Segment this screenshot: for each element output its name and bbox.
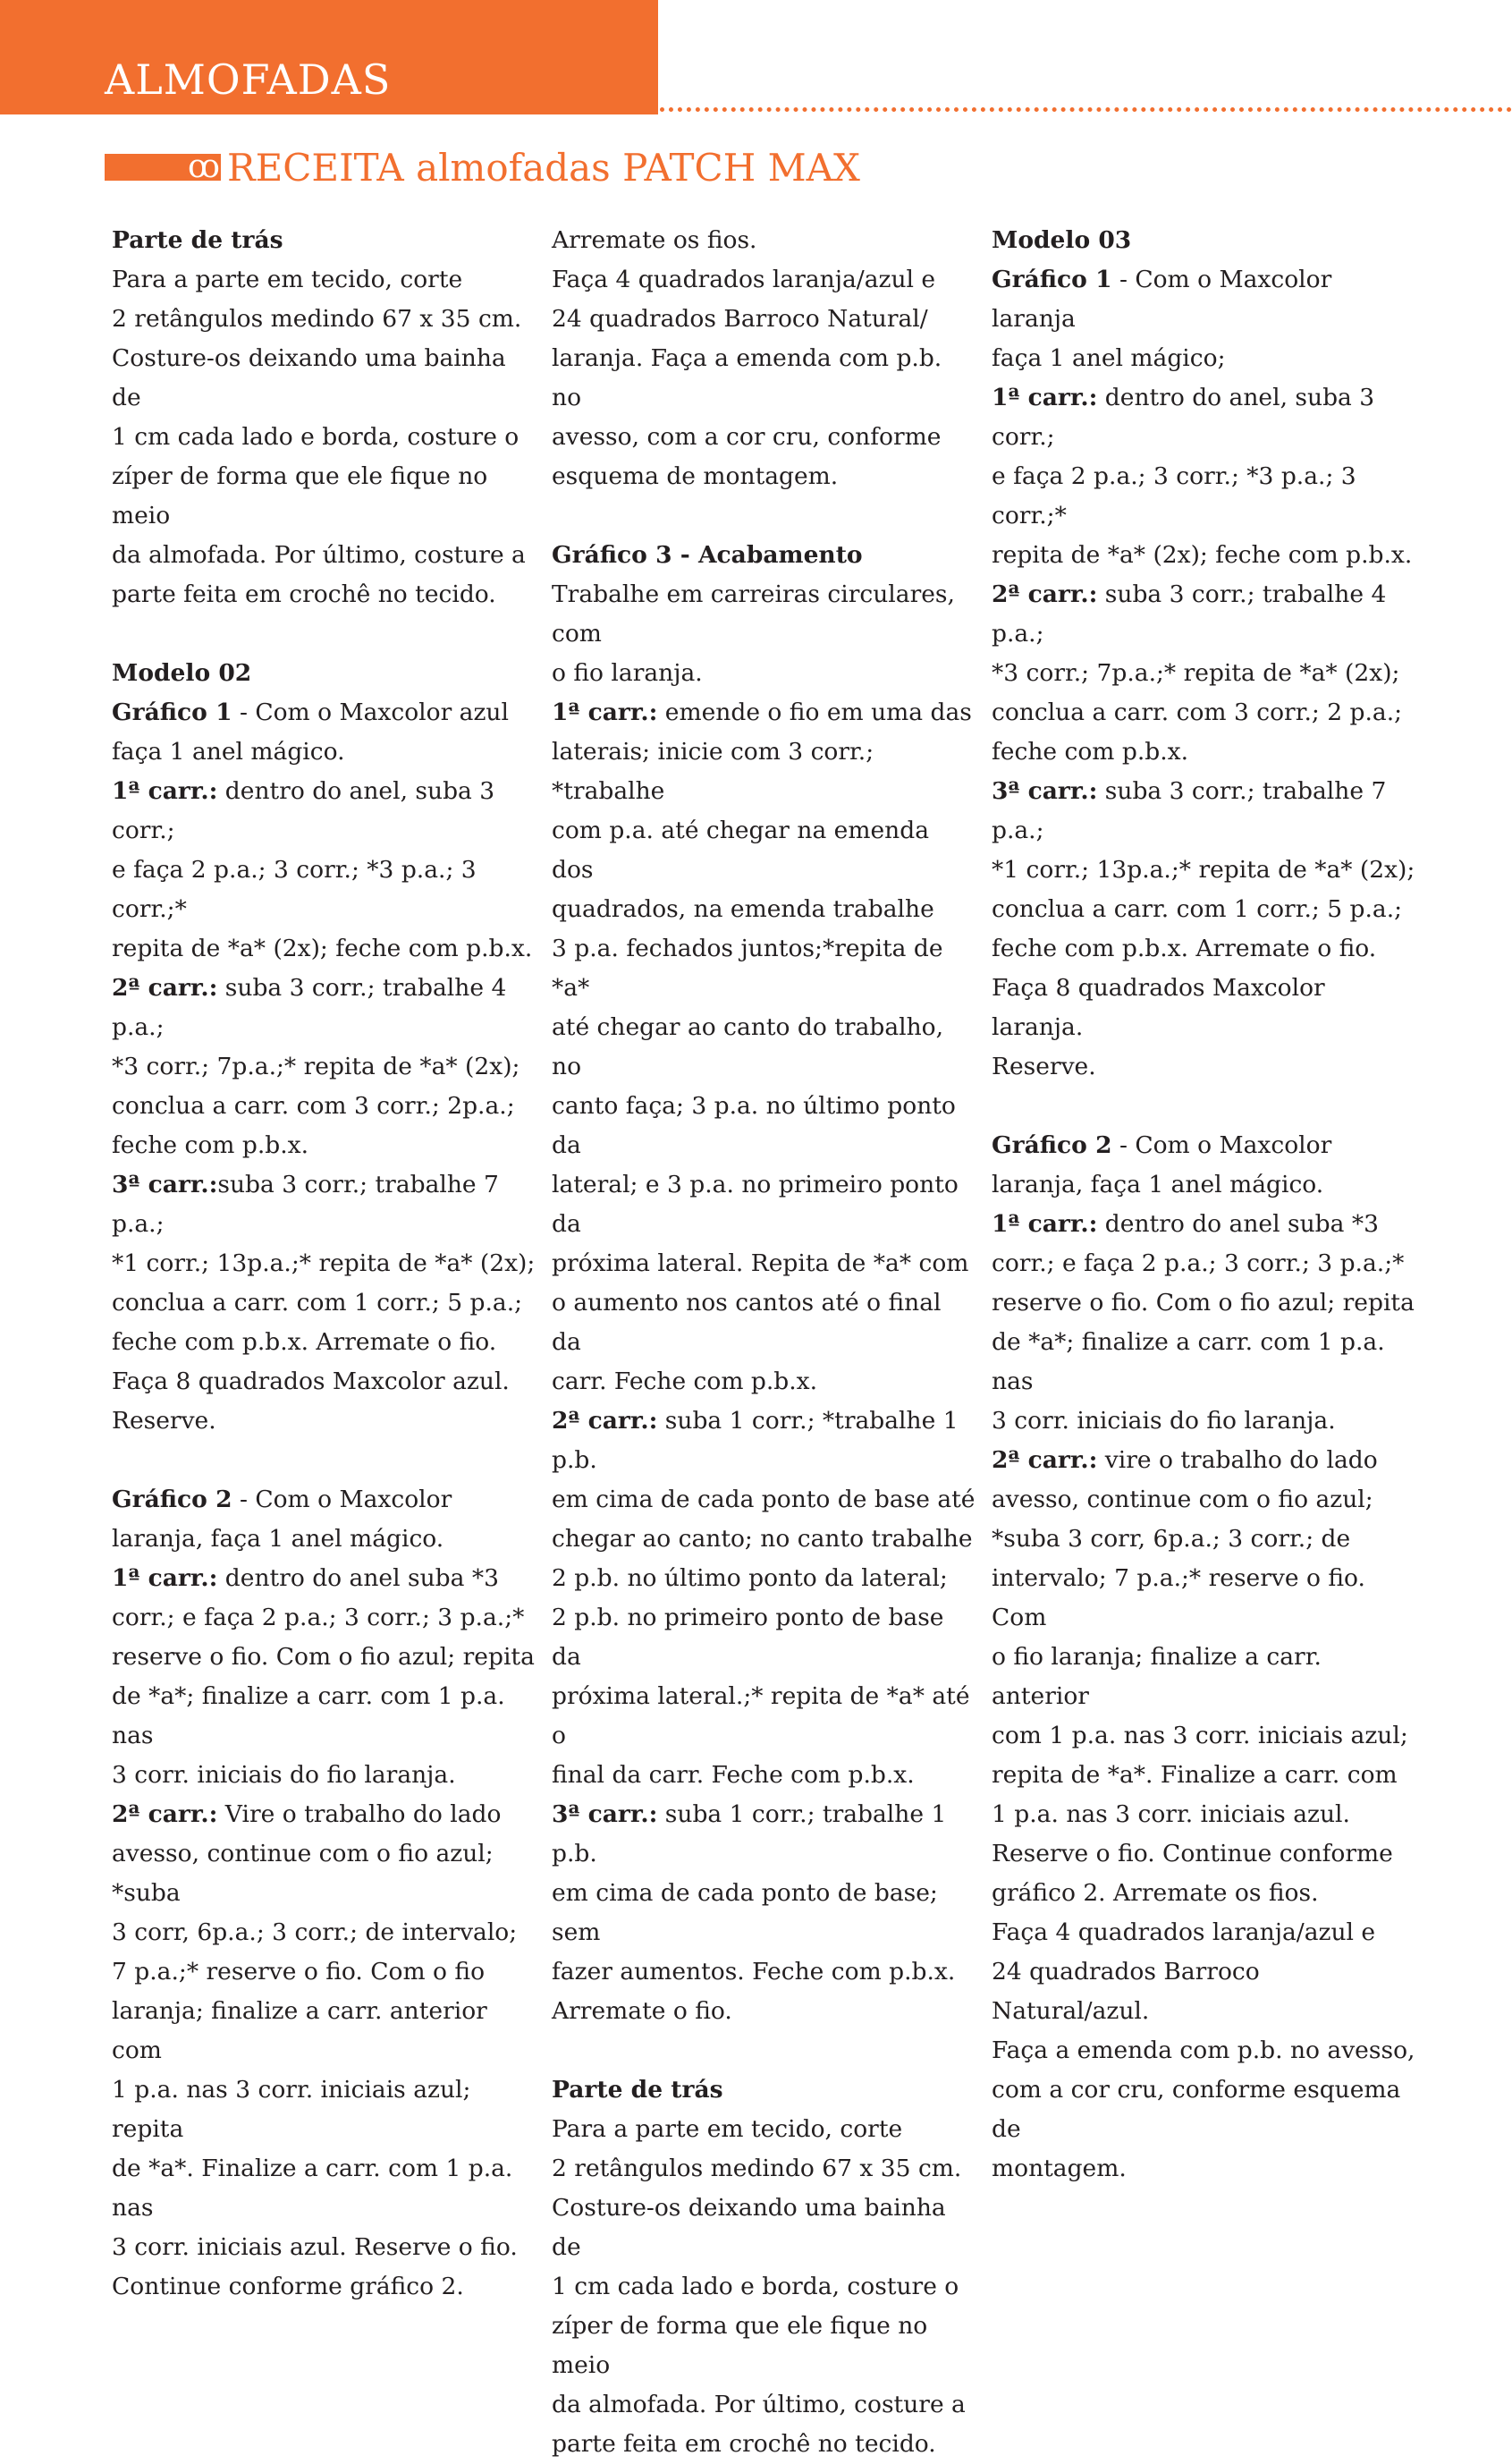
text-line: feche com p.b.x. Arremate o fio. [112, 1328, 497, 1356]
text-line: feche com p.b.x. Arremate o fio. [992, 935, 1377, 962]
text-line: repita de *a* (2x); feche com p.b.x. [112, 935, 533, 962]
text-line: próxima lateral. Repita de *a* com [552, 1249, 969, 1277]
dotted-rule [660, 107, 1512, 112]
text-line: 3ª carr.: suba 1 corr.; trabalhe 1 p.b. [552, 1800, 947, 1867]
text-line: 3 corr, 6p.a.; 3 corr.; de intervalo; [112, 1918, 518, 1946]
text-line: Reserve o fio. Continue conforme [992, 1840, 1393, 1867]
text-line: reserve o fio. Com o fio azul; repita [992, 1289, 1415, 1317]
text-line: 2ª carr.: vire o trabalho do lado [992, 1446, 1378, 1474]
text-line: Para a parte em tecido, corte [112, 266, 463, 293]
text-line: laranja. Faça a emenda com p.b. no [552, 344, 942, 411]
text-line: o aumento nos cantos até o final da [552, 1289, 942, 1356]
text-line: 3ª carr.:suba 3 corr.; trabalhe 7 p.a.; [112, 1171, 499, 1238]
text-line: de *a*; finalize a carr. com 1 p.a. nas [992, 1328, 1385, 1395]
text-line: Gráfico 2 - Com o Maxcolor [992, 1131, 1332, 1159]
text-line: conclua a carr. com 1 corr.; 5 p.a.; [992, 895, 1403, 923]
text-line: 3 p.a. fechados juntos;*repita de *a* [552, 935, 943, 1002]
text-line: 1 cm cada lado e borda, costure o [112, 423, 519, 451]
text-line: 1 p.a. nas 3 corr. iniciais azul. [992, 1800, 1350, 1828]
text-line: Faça a emenda com p.b. no avesso, [992, 2036, 1415, 2064]
text-line: faça 1 anel mágico. [112, 738, 345, 766]
text-line: laranja, faça 1 anel mágico. [112, 1525, 444, 1553]
text-line: 24 quadrados Barroco Natural/azul. [992, 1958, 1260, 2025]
text-line: 1ª carr.: dentro do anel suba *3 [992, 1210, 1379, 1238]
text-line: com 1 p.a. nas 3 corr. iniciais azul; [992, 1722, 1408, 1749]
text-line: 7 p.a.;* reserve o fio. Com o fio [112, 1958, 486, 1986]
text-line: feche com p.b.x. [992, 738, 1188, 766]
text-line: conclua a carr. com 3 corr.; 2 p.a.; [992, 699, 1403, 726]
text-line: 2ª carr.: suba 1 corr.; *trabalhe 1 p.b. [552, 1407, 959, 1474]
text-line: *3 corr.; 7p.a.;* repita de *a* (2x); [112, 1053, 520, 1080]
text-line: 2 p.b. no último ponto da lateral; [552, 1564, 948, 1592]
text-line: *1 corr.; 13p.a.;* repita de *a* (2x); [992, 856, 1415, 884]
text-line: Reserve. [112, 1407, 216, 1435]
text-line: chegar ao canto; no canto trabalhe [552, 1525, 973, 1553]
text-line: Faça 8 quadrados Maxcolor azul. [112, 1367, 510, 1395]
text-line: Arremate o fio. [552, 1997, 732, 2025]
text-line: 2 p.b. no primeiro ponto de base da [552, 1604, 944, 1671]
text-line: *3 corr.; 7p.a.;* repita de *a* (2x); [992, 659, 1400, 687]
text-line: zíper de forma que ele fique no meio [112, 462, 488, 529]
subheading: Modelo 03 [992, 226, 1132, 254]
text-line: faça 1 anel mágico; [992, 344, 1226, 372]
text-line: conclua a carr. com 1 corr.; 5 p.a.; [112, 1289, 523, 1317]
text-line: Costure-os deixando uma bainha de [552, 2194, 946, 2261]
text-line: gráfico 2. Arremate os fios. [992, 1879, 1319, 1907]
subheading: Parte de trás [552, 2076, 723, 2104]
text-line: corr.; e faça 2 p.a.; 3 corr.; 3 p.a.;* [112, 1604, 525, 1631]
text-line: 2 retângulos medindo 67 x 35 cm. [552, 2155, 962, 2182]
text-line: quadrados, na emenda trabalhe [552, 895, 934, 923]
text-line: Para a parte em tecido, corte [552, 2115, 903, 2143]
text-line: avesso, com a cor cru, conforme [552, 423, 942, 451]
text-line: de *a*. Finalize a carr. com 1 p.a. nas [112, 2155, 513, 2222]
text-line: 3 corr. iniciais do fio laranja. [112, 1761, 456, 1789]
text-line: até chegar ao canto do trabalho, no [552, 1013, 944, 1080]
text-line: avesso, continue com o fio azul; *suba [112, 1840, 494, 1907]
text-line: lateral; e 3 p.a. no primeiro ponto da [552, 1171, 959, 1238]
text-line: feche com p.b.x. [112, 1131, 308, 1159]
text-line: com a cor cru, conforme esquema de [992, 2076, 1401, 2143]
text-line: 1ª carr.: dentro do anel suba *3 [112, 1564, 499, 1592]
text-line: *1 corr.; 13p.a.;* repita de *a* (2x); [112, 1249, 536, 1277]
text-line: Arremate os fios. [552, 226, 757, 254]
text-line: de *a*; finalize a carr. com 1 p.a. nas [112, 1682, 505, 1749]
text-line: Trabalhe em carreiras circulares, com [552, 580, 955, 648]
text-line: 1 p.a. nas 3 corr. iniciais azul; repita [112, 2076, 471, 2143]
text-line: repita de *a* (2x); feche com p.b.x. [992, 541, 1413, 569]
text-line: em cima de cada ponto de base até [552, 1486, 976, 1513]
text-line: em cima de cada ponto de base; sem [552, 1879, 938, 1946]
text-line: Continue conforme gráfico 2. [112, 2273, 464, 2300]
subheading: Modelo 02 [112, 659, 252, 687]
text-line: laterais; inicie com 3 corr.; *trabalhe [552, 738, 874, 805]
text-line: canto faça; 3 p.a. no último ponto da [552, 1092, 956, 1159]
text-line: conclua a carr. com 3 corr.; 2p.a.; [112, 1092, 515, 1120]
recipe-title: RECEITA almofadas PATCH MAX [227, 146, 860, 190]
text-line: 1ª carr.: dentro do anel, suba 3 corr.; [112, 777, 495, 844]
text-line: o fio laranja. [552, 659, 703, 687]
text-line: 3 corr. iniciais azul. Reserve o fio. [112, 2233, 518, 2261]
text-line: laranja; finalize a carr. anterior com [112, 1997, 487, 2064]
section-label: ALMOFADAS [105, 55, 392, 104]
column-2 [552, 221, 976, 2464]
text-line: esquema de montagem. [552, 462, 839, 490]
column-3 [992, 221, 1416, 2189]
text-line: Reserve. [992, 1053, 1096, 1080]
text-line: 24 quadrados Barroco Natural/ [552, 305, 928, 333]
column-1 [112, 221, 536, 2307]
text-line: parte feita em crochê no tecido. [112, 580, 496, 608]
text-line: Faça 4 quadrados laranja/azul e [552, 266, 936, 293]
text-line: corr.; e faça 2 p.a.; 3 corr.; 3 p.a.;* [992, 1249, 1405, 1277]
text-line: intervalo; 7 p.a.;* reserve o fio. Com [992, 1564, 1365, 1631]
text-line: reserve o fio. Com o fio azul; repita [112, 1643, 535, 1671]
text-line: e faça 2 p.a.; 3 corr.; *3 p.a.; 3 corr.;* [992, 462, 1356, 529]
text-line: com p.a. até chegar na emenda dos [552, 817, 929, 884]
text-line: Gráfico 1 - Com o Maxcolor azul [112, 699, 509, 726]
text-line: 1 cm cada lado e borda, costure o [552, 2273, 959, 2300]
text-line: Gráfico 1 - Com o Maxcolor laranja [992, 266, 1332, 333]
text-line: da almofada. Por último, costure a [552, 2391, 966, 2418]
text-line: 1ª carr.: emende o fio em uma das [552, 699, 972, 726]
text-line: laranja, faça 1 anel mágico. [992, 1171, 1324, 1198]
text-line: 2ª carr.: Vire o trabalho do lado [112, 1800, 502, 1828]
text-line: repita de *a*. Finalize a carr. com [992, 1761, 1398, 1789]
text-line: 2ª carr.: suba 3 corr.; trabalhe 4 p.a.; [112, 974, 507, 1041]
subheading: Parte de trás [112, 226, 283, 254]
text-line: Gráfico 2 - Com o Maxcolor [112, 1486, 452, 1513]
text-line: zíper de forma que ele fique no meio [552, 2312, 928, 2379]
text-line: carr. Feche com p.b.x. [552, 1367, 818, 1395]
text-line: 1ª carr.: dentro do anel, suba 3 corr.; [992, 384, 1375, 451]
text-line: avesso, continue com o fio azul; [992, 1486, 1373, 1513]
ornament-icon: ꝏ [188, 148, 220, 185]
text-line: e faça 2 p.a.; 3 corr.; *3 p.a.; 3 corr.;* [112, 856, 477, 923]
text-line: final da carr. Feche com p.b.x. [552, 1761, 915, 1789]
text-line: 2 retângulos medindo 67 x 35 cm. [112, 305, 522, 333]
text-line: 3ª carr.: suba 3 corr.; trabalhe 7 p.a.; [992, 777, 1387, 844]
text-line: 2ª carr.: suba 3 corr.; trabalhe 4 p.a.; [992, 580, 1387, 648]
text-line: da almofada. Por último, costure a [112, 541, 526, 569]
text-line: fazer aumentos. Feche com p.b.x. [552, 1958, 956, 1986]
text-line: Costure-os deixando uma bainha de [112, 344, 506, 411]
text-line: *suba 3 corr, 6p.a.; 3 corr.; de [992, 1525, 1351, 1553]
text-line: parte feita em crochê no tecido. [552, 2430, 936, 2458]
text-line: o fio laranja; finalize a carr. anterior [992, 1643, 1322, 1710]
text-line: 3 corr. iniciais do fio laranja. [992, 1407, 1336, 1435]
text-line: próxima lateral.;* repita de *a* até o [552, 1682, 970, 1749]
text-line: montagem. [992, 2155, 1127, 2182]
subheading: Gráfico 3 - Acabamento [552, 541, 863, 569]
text-line: Faça 4 quadrados laranja/azul e [992, 1918, 1376, 1946]
text-line: Faça 8 quadrados Maxcolor laranja. [992, 974, 1325, 1041]
